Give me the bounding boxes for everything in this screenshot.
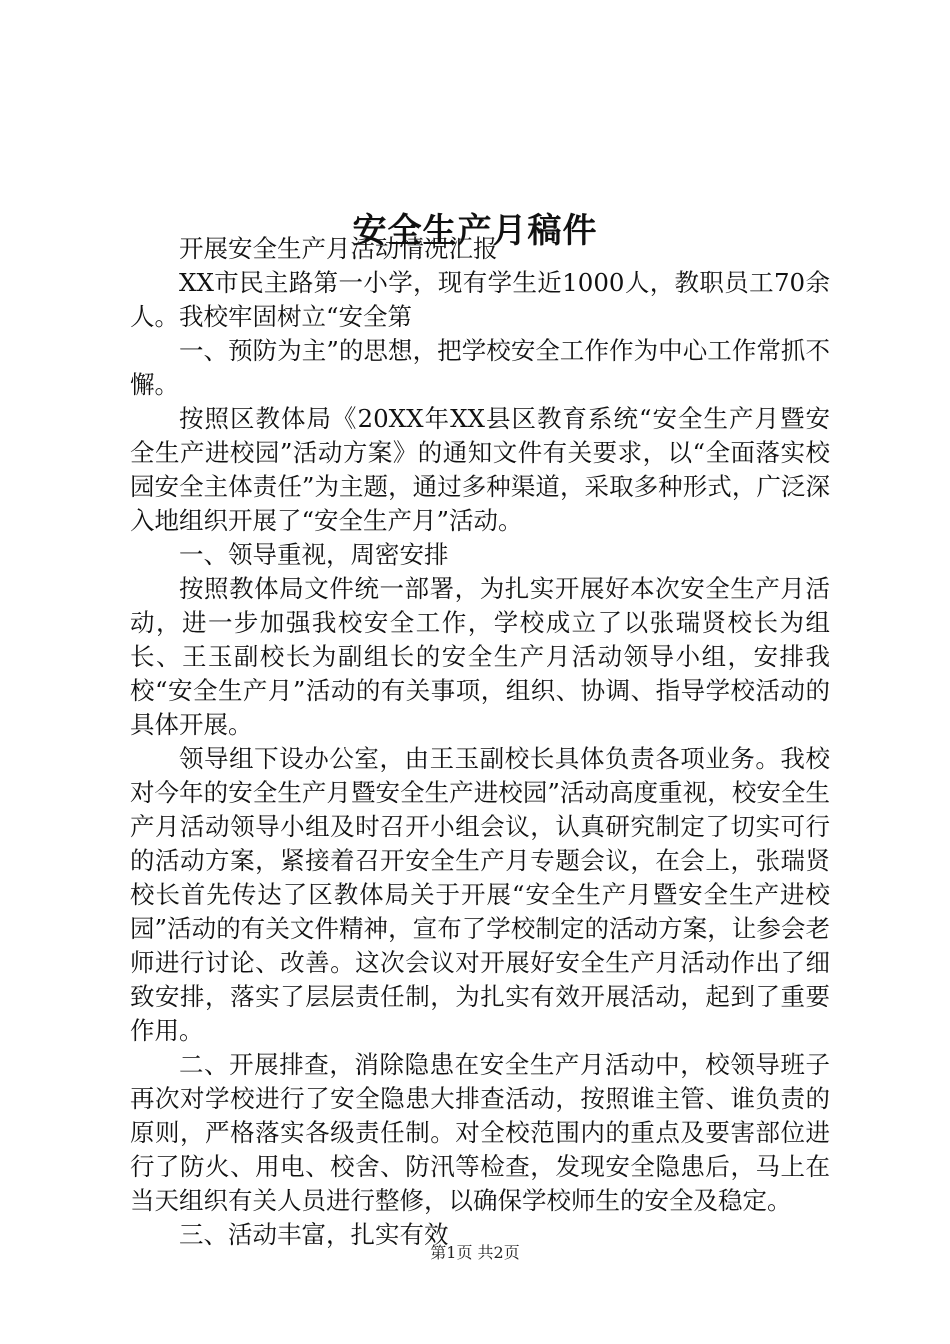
paragraph-school-intro: XX市民主路第一小学，现有学生近1000人，教职员工70余人。我校牢固树立“安全第 <box>130 268 830 331</box>
document-body <box>130 232 830 1252</box>
paragraph-hazard-inspection: 二、开展排查，消除隐患在安全生产月活动中，校领导班子再次对学校进行了安全隐患大排查活动，按照谁主管、谁负责的原则，严格落实各级责任制。对全校范围内的重点及要害部位进行了防火、用电、校舍、防汛等检查，发现安全隐患后，马上在当天组织有关人员进行整修，以确保学校师生的安全及稳定。 <box>130 1050 830 1215</box>
paragraph-leadership-group: 按照教体局文件统一部署，为扎实开展好本次安全生产月活动，进一步加强我校安全工作，学校成立了以张瑞贤校长为组长、王玉副校长为副组长的安全生产月活动领导小组，安排我校“安全生产月”活动的有关事项，组织、协调、指导学校活动的具体开展。 <box>130 574 830 739</box>
section-heading-activities: 三、活动丰富，扎实有效 <box>179 1220 449 1249</box>
section-heading-leadership: 一、领导重视，周密安排 <box>179 540 449 569</box>
paragraph-activity-overview: 按照区教体局《20XX年XX县区教育系统“安全生产月暨安全生产进校园”活动方案》的通知文件有关要求，以“全面落实校园安全主体责任”为主题，通过多种渠道，采取多种形式，广泛深入地组织开展了“安全生产月”活动。 <box>130 404 830 535</box>
page-number-footer: 第1页 共2页 <box>430 1243 520 1262</box>
paragraph-office-meeting: 领导组下设办公室，由王玉副校长具体负责各项业务。我校对今年的安全生产月暨安全生产进校园”活动高度重视，校安全生产月活动领导小组及时召开小组会议，认真研究制定了切实可行的活动方案，紧接着召开安全生产月专题会议，在会上，张瑞贤校长首先传达了区教体局关于开展“安全生产月暨安全生产进校园”活动的有关文件精神，宣布了学校制定的活动方案，让参会老师进行讨论、改善。这次会议对开展好安全生产月活动作出了细致安排，落实了层层责任制，为扎实有效开展活动，起到了重要作用。 <box>130 744 830 1045</box>
paragraph-report-heading: 开展安全生产月活动情况汇报 <box>179 234 498 263</box>
paragraph-safety-principle: 一、预防为主”的思想，把学校安全工作作为中心工作常抓不懈。 <box>130 336 830 399</box>
page-title: 安全生产月稿件 <box>352 210 598 251</box>
